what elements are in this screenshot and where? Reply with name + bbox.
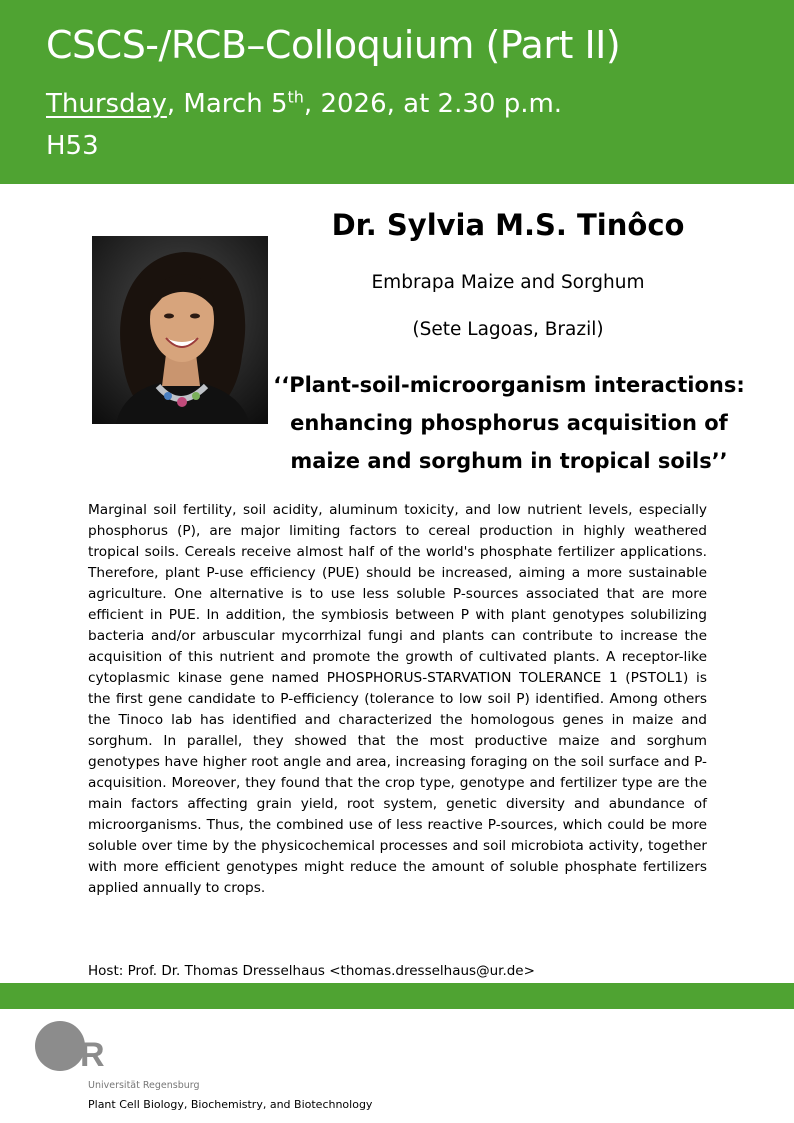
footer-bar	[0, 983, 794, 1009]
logo-text: UR	[55, 1036, 105, 1074]
ur-logo-icon	[34, 1018, 124, 1078]
header-banner	[0, 0, 794, 184]
speaker-location: (Sete Lagoas, Brazil)	[412, 319, 604, 340]
talk-title-line: enhancing phosphorus acquisition of	[290, 411, 728, 435]
university-name: Universität Regensburg	[88, 1080, 200, 1091]
talk-title-line: maize and sorghum in tropical soils’’	[290, 449, 728, 473]
event-date-suffix: th	[287, 87, 304, 107]
talk-title-line: ‘‘Plant-soil-microorganism interactions:	[273, 373, 745, 397]
speaker-photo	[92, 236, 268, 424]
department-name: Plant Cell Biology, Biochemistry, and Biotechnology	[88, 1098, 373, 1111]
event-date-part1: , March 5	[166, 89, 288, 119]
university-logo	[34, 1018, 124, 1078]
host-info: Host: Prof. Dr. Thomas Dresselhaus <thomas.dresselhaus@ur.de>	[88, 963, 535, 979]
event-date	[46, 87, 562, 121]
colloquium-title: CSCS-/RCB–Colloquium (Part II)	[46, 23, 621, 67]
speaker-portrait-image	[92, 236, 268, 424]
event-day: Thursday	[46, 89, 167, 119]
speaker-institution: Embrapa Maize and Sorghum	[371, 272, 645, 293]
talk-title	[270, 366, 748, 480]
abstract-text: Marginal soil fertility, soil acidity, aluminum toxicity, and low nutrient levels, especially phosphorus (P), are major limiting factors to cereal production in highly weathered tropical soils. Cereals receive almost half of the world's phosphate fertilizer applications. Therefore, plant P-use efficiency (PUE) should be increased, aiming a more sustainable agriculture. One alternative is to use less soluble P-sources associated that are more efficient in PUE. In addition, the symbiosis between P with plant genotypes solubilizing bacteria and/or arbuscular mycorrhizal fungi and plants can contribute to increase the acquisition of this nutrient and promote the growth of cultivated plants. A receptor-like cytoplasmic kinase gene named PHOSPHORUS-STARVATION TOLERANCE 1 (PSTOL1) is the first gene candidate to P-efficiency (tolerance to low soil P) identified. Among others the Tinoco lab has identified and characterized the homologous genes in maize and sorghum. In parallel, they showed that the most productive maize and sorghum genotypes have higher root angle and area, increasing foraging on the soil surface and P-acquisition. Moreover, they found that the crop type, genotype and fertilizer type are the main factors affecting grain yield, root system, genetic diversity and abundance of microorganisms. Thus, the combined use of less reactive P-sources, which could be more soluble over time by the physicochemical processes and soil microbiota activity, together with more efficient genotypes might reduce the amount of soluble phosphate fertilizers applied annually to crops.	[88, 502, 707, 896]
speaker-name: Dr. Sylvia M.S. Tinôco	[331, 208, 685, 242]
event-room: H53	[46, 131, 99, 161]
event-date-part2: , 2026, at 2.30 p.m.	[303, 89, 563, 119]
